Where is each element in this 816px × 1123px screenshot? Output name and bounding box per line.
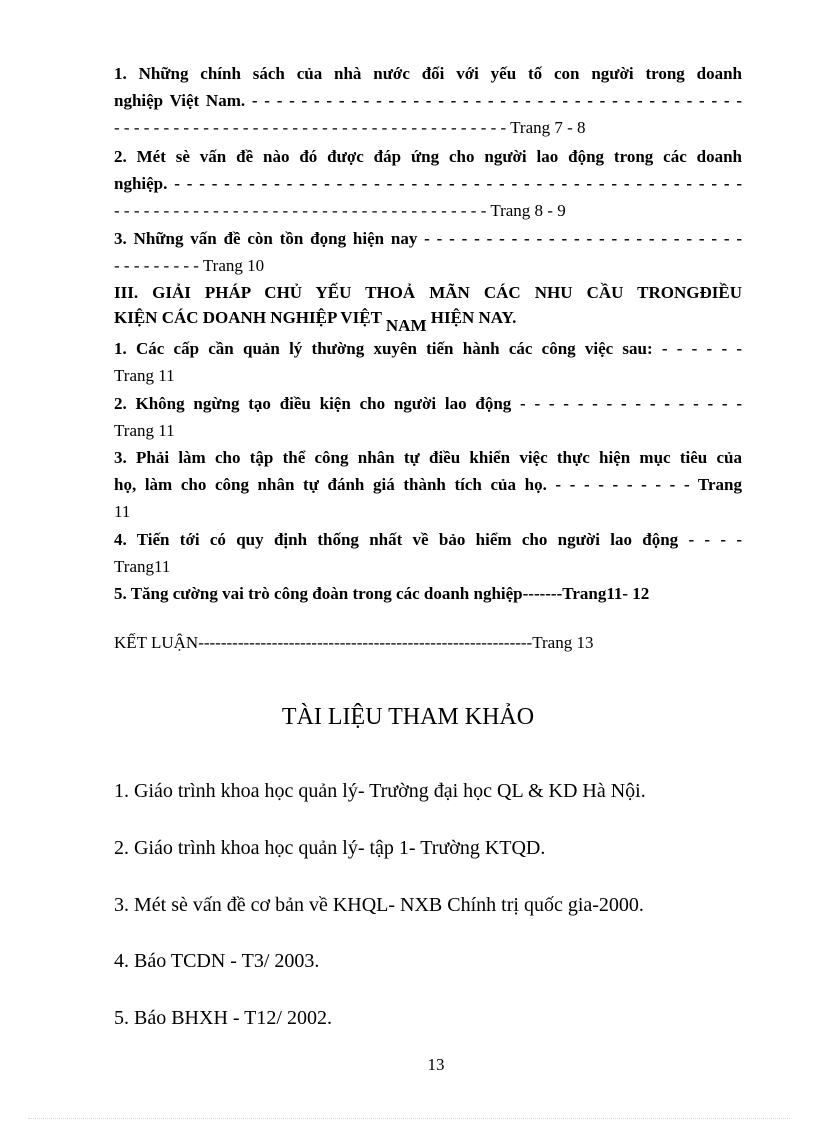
page-bottom-rule [28, 1118, 790, 1119]
toc-section-iii-subscript: NAM [385, 316, 427, 335]
toc-entry-3-line-1: 3. Những vấn đề còn tồn đọng hiện nay - - - - - - - - - - - - - - - - - - - - - - - - - - [114, 229, 742, 248]
toc-entry-1-line-2: nghiệp Việt Nam. - - - - - - - - - - - - - - - - - - - - - - - - - - - - - - - - - - - - - - - - [114, 91, 742, 110]
toc-entry-1-line-3: - - - - - - - - - - - - - - - - - - - - - - - - - - - - - - - - - - - - - - - - Trang 7 - 8 [114, 118, 586, 137]
toc-section-iii-text-a: KIỆN CÁC DOANH NGHIỆP VIỆT [114, 308, 386, 327]
toc-iii-3-line-1: 3. Phải làm cho tập thể công nhân tự điều khiển việc thực hiện mục tiêu của [114, 448, 742, 467]
toc-entry-2-line-3: - - - - - - - - - - - - - - - - - - - - - - - - - - - - - - - - - - - - - - Trang 8 - 9 [114, 201, 566, 220]
reference-item-3: 3. Mét sè vấn đề cơ bản về KHQL- NXB Chính trị quốc gia-2000. [114, 894, 644, 916]
toc-iii-5-line-1: 5. Tăng cường vai trò công đoàn trong các doanh nghiệp-------Trang11- 12 [114, 584, 650, 603]
toc-entry-2-line-1: 2. Mét sè vấn đề nào đó được đáp ứng cho người lao động trong các doanh [114, 147, 742, 166]
reference-item-5: 5. Báo BHXH - T12/ 2002. [114, 1007, 332, 1029]
toc-iii-4-line-1: 4. Tiến tới có quy định thống nhất về bảo hiểm cho người lao động - - - - [114, 530, 742, 549]
reference-item-4: 4. Báo TCDN - T3/ 2003. [114, 950, 320, 972]
reference-item-2: 2. Giáo trình khoa học quản lý- tập 1- Trường KTQD. [114, 837, 546, 859]
toc-section-iii-text-b: HIỆN NAY. [426, 308, 517, 327]
toc-entry-1-line-1: 1. Những chính sách của nhà nước đối với yếu tố con người trong doanh [114, 64, 742, 83]
toc-iii-1-line-2: Trang 11 [114, 366, 175, 385]
toc-iii-2-line-1: 2. Không ngừng tạo điều kiện cho người lao động - - - - - - - - - - - - - - - - [114, 394, 742, 413]
toc-entry-3-line-2: - - - - - - - - - Trang 10 [114, 256, 265, 275]
toc-iii-4-line-2: Trang11 [114, 557, 171, 576]
toc-section-iii-line-1: III. GIẢI PHÁP CHỦ YẾU THOẢ MÃN CÁC NHU CẦU TRONGĐIỀU [114, 283, 742, 302]
toc-entry-2-line-2: nghiệp. - - - - - - - - - - - - - - - - - - - - - - - - - - - - - - - - - - - - - - - - - - - - - - [114, 174, 742, 193]
toc-section-iii-line-2 [114, 307, 742, 337]
references-heading: TÀI LIỆU THAM KHẢO [281, 704, 535, 730]
reference-item-1: 1. Giáo trình khoa học quản lý- Trường đại học QL & KD Hà Nội. [114, 780, 646, 802]
toc-iii-2-line-2: Trang 11 [114, 421, 175, 440]
toc-iii-3-line-3: 11 [114, 502, 131, 521]
toc-iii-1-line-1: 1. Các cấp cần quản lý thường xuyên tiến hành các công việc sau: - - - - - - [114, 339, 742, 358]
toc-iii-3-line-2: họ, làm cho công nhân tự đánh giá thành tích của họ. - - - - - - - - - - Trang [114, 475, 742, 494]
toc-conclusion: KẾT LUẬN-----------------------------------------------------------Trang 13 [114, 633, 594, 652]
page-number: 13 [427, 1055, 445, 1074]
